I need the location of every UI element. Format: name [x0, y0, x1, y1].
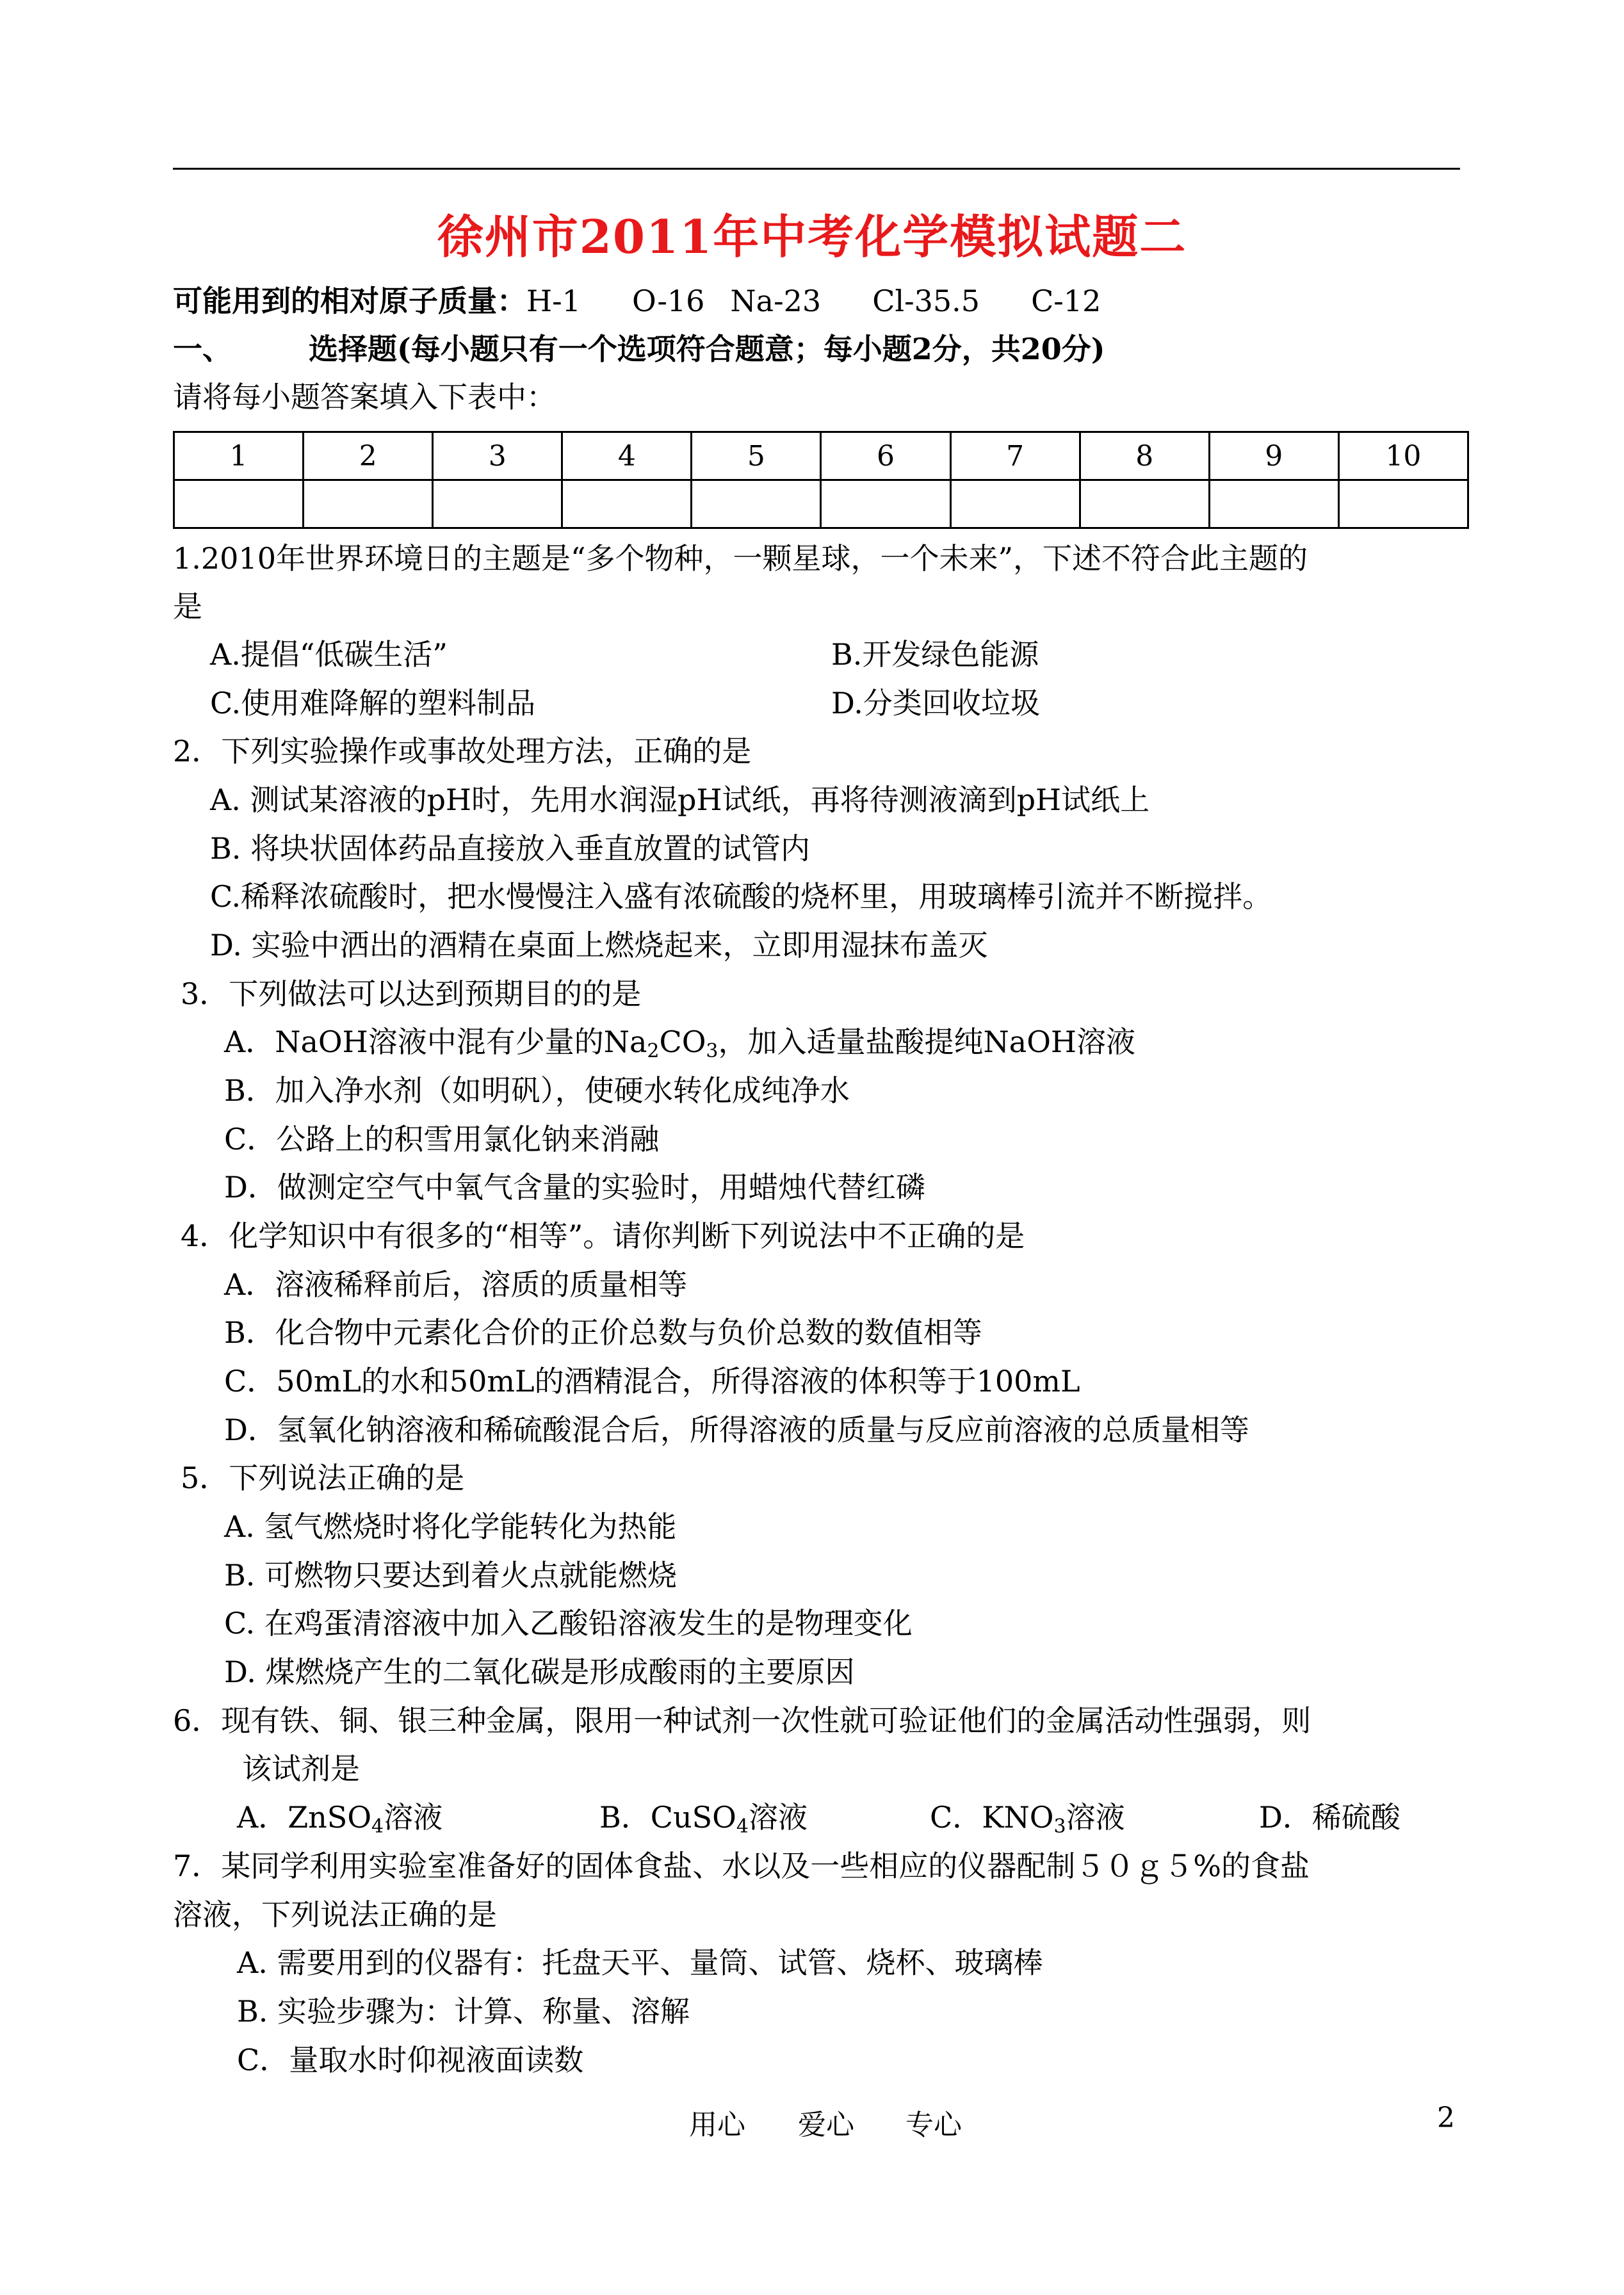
q3-option-b: B．加入净水剂（如明矾），使硬水转化成纯净水	[224, 1073, 850, 1108]
q6-option-a-subscript: 4	[371, 1815, 384, 1838]
answer-table-header-row	[174, 432, 1468, 480]
q3-option-a-text: CO	[659, 1025, 706, 1059]
q6-option-b-subscript: 4	[736, 1815, 749, 1838]
answer-table-blank-row	[174, 480, 1468, 528]
answer-cell[interactable]	[692, 480, 821, 528]
q2-option-a: A. 测试某溶液的pH时，先用水润湿pH试纸，再将待测液滴到pH试纸上	[210, 783, 1150, 817]
q3-option-c: C．公路上的积雪用氯化钠来消融	[224, 1122, 660, 1156]
q2-option-c: C.稀释浓硫酸时，把水慢慢注入盛有浓硫酸的烧杯里，用玻璃棒引流并不断搅拌。	[210, 879, 1272, 914]
q7-stem-line2: 溶液，下列说法正确的是	[173, 1897, 497, 1932]
footer-text-1: 用心	[689, 2109, 745, 2141]
answer-table	[173, 431, 1469, 529]
q1-option-c: C.使用难降解的塑料制品	[210, 686, 536, 720]
q5-option-a: A. 氢气燃烧时将化学能转化为热能	[224, 1509, 677, 1544]
q6-stem-line2: 该试剂是	[242, 1751, 360, 1786]
q7-stem-line1: 7．某同学利用实验室准备好的固体食盐、水以及一些相应的仪器配制５０ｇ５%的食盐	[173, 1849, 1310, 1883]
q6-option-b-text: 溶液	[748, 1800, 808, 1835]
answer-cell[interactable]	[174, 480, 304, 528]
atomic-mass-cl: Cl-35.5	[872, 284, 980, 318]
answer-cell[interactable]	[821, 480, 950, 528]
answer-header-6: 6	[821, 432, 950, 480]
atomic-mass-o: O-16	[631, 284, 705, 318]
q3-option-a	[224, 1023, 1135, 1061]
q4-option-a: A．溶液稀释前后，溶质的质量相等	[224, 1267, 688, 1302]
atomic-mass-na: Na-23	[730, 284, 822, 318]
answer-header-2: 2	[304, 432, 433, 480]
section-number: 一、	[173, 332, 232, 366]
answer-cell[interactable]	[950, 480, 1080, 528]
q6-stem-line1: 6．现有铁、铜、银三种金属，限用一种试剂一次性就可验证他们的金属活动性强弱，则	[173, 1703, 1311, 1738]
page-title: 徐州市2011年中考化学模拟试题二	[437, 209, 1187, 264]
q3-option-a-text: ，加入适量盐酸提纯NaOH溶液	[718, 1025, 1136, 1059]
answer-header-5: 5	[692, 432, 821, 480]
q3-stem: 3．下列做法可以达到预期目的的是	[181, 977, 642, 1011]
q5-option-c: C. 在鸡蛋清溶液中加入乙酸铅溶液发生的是物理变化	[224, 1606, 913, 1641]
q1-stem-line2: 是	[173, 589, 202, 624]
answer-header-3: 3	[433, 432, 562, 480]
answer-cell[interactable]	[304, 480, 433, 528]
answer-header-4: 4	[562, 432, 692, 480]
q6-option-c	[930, 1798, 1125, 1837]
q6-option-a-text: 溶液	[384, 1800, 443, 1835]
atomic-mass-h: H-1	[526, 284, 581, 318]
q7-option-a: A. 需要用到的仪器有：托盘天平、量筒、试管、烧杯、玻璃棒	[237, 1945, 1043, 1980]
q6-option-a	[237, 1798, 443, 1837]
q6-option-c-text: C．KNO	[930, 1800, 1054, 1835]
q5-option-d: D. 煤燃烧产生的二氧化碳是形成酸雨的主要原因	[224, 1655, 855, 1689]
q6-option-c-text: 溶液	[1066, 1800, 1125, 1835]
q4-option-b: B．化合物中元素化合价的正价总数与负价总数的数值相等	[224, 1315, 982, 1350]
q2-option-b: B. 将块状固体药品直接放入垂直放置的试管内	[210, 831, 811, 866]
q7-option-b: B. 实验步骤为：计算、称量、溶解	[237, 1994, 690, 2029]
atomic-masses-label: 可能用到的相对原子质量：	[173, 284, 526, 318]
q5-stem: 5．下列说法正确的是	[181, 1461, 465, 1495]
q6-option-b-text: B．CuSO	[599, 1800, 736, 1835]
q5-option-b: B. 可燃物只要达到着火点就能燃烧	[224, 1558, 678, 1593]
q6-option-d: D．稀硫酸	[1259, 1800, 1401, 1835]
q3-option-a-subscript: 3	[706, 1040, 719, 1062]
answer-cell[interactable]	[433, 480, 562, 528]
q3-option-a-text: A．NaOH溶液中混有少量的Na	[224, 1025, 647, 1059]
section-instruction: 请将每小题答案填入下表中：	[173, 380, 556, 414]
q6-option-c-subscript: 3	[1053, 1815, 1066, 1838]
q4-option-c: C．50mL的水和50mL的酒精混合，所得溶液的体积等于100mL	[224, 1364, 1080, 1399]
section-heading: 选择题(每小题只有一个选项符合题意；每小题2分，共20分)	[309, 332, 1105, 366]
q1-option-a: A.提倡“低碳生活”	[210, 637, 448, 672]
page-number: 2	[1437, 2102, 1455, 2134]
atomic-masses-line	[173, 282, 1101, 320]
q7-option-c: C．量取水时仰视液面读数	[237, 2043, 584, 2077]
q2-stem: 2．下列实验操作或事故处理方法，正确的是	[173, 734, 752, 768]
q4-stem: 4．化学知识中有很多的“相等”。请你判断下列说法中不正确的是	[181, 1219, 1025, 1253]
footer-text-3: 专心	[905, 2109, 962, 2141]
q3-option-a-subscript: 2	[647, 1040, 660, 1062]
answer-header-10: 10	[1338, 432, 1468, 480]
q6-option-b	[599, 1798, 808, 1837]
answer-header-7: 7	[950, 432, 1080, 480]
q4-option-d: D．氢氧化钠溶液和稀硫酸混合后，所得溶液的质量与反应前溶液的总质量相等	[224, 1413, 1249, 1447]
q2-option-d: D. 实验中洒出的酒精在桌面上燃烧起来，立即用湿抹布盖灭	[210, 928, 988, 962]
q3-option-d: D．做测定空气中氧气含量的实验时，用蜡烛代替红磷	[224, 1170, 925, 1204]
answer-header-8: 8	[1080, 432, 1209, 480]
q6-option-a-text: A．ZnSO	[237, 1800, 372, 1835]
answer-cell[interactable]	[1209, 480, 1338, 528]
footer-text-2: 爱心	[798, 2109, 854, 2141]
q1-option-b: B.开发绿色能源	[831, 637, 1039, 672]
answer-header-9: 9	[1209, 432, 1338, 480]
answer-cell[interactable]	[1080, 480, 1209, 528]
answer-cell[interactable]	[562, 480, 692, 528]
header-rule	[173, 168, 1460, 170]
answer-header-1: 1	[174, 432, 304, 480]
answer-cell[interactable]	[1338, 480, 1468, 528]
atomic-mass-c: C-12	[1031, 284, 1101, 318]
q1-option-d: D.分类回收垃圾	[831, 686, 1040, 720]
q1-stem-line1: 1.2010年世界环境日的主题是“多个物种，一颗星球，一个未来”，下述不符合此主题的	[173, 541, 1308, 576]
